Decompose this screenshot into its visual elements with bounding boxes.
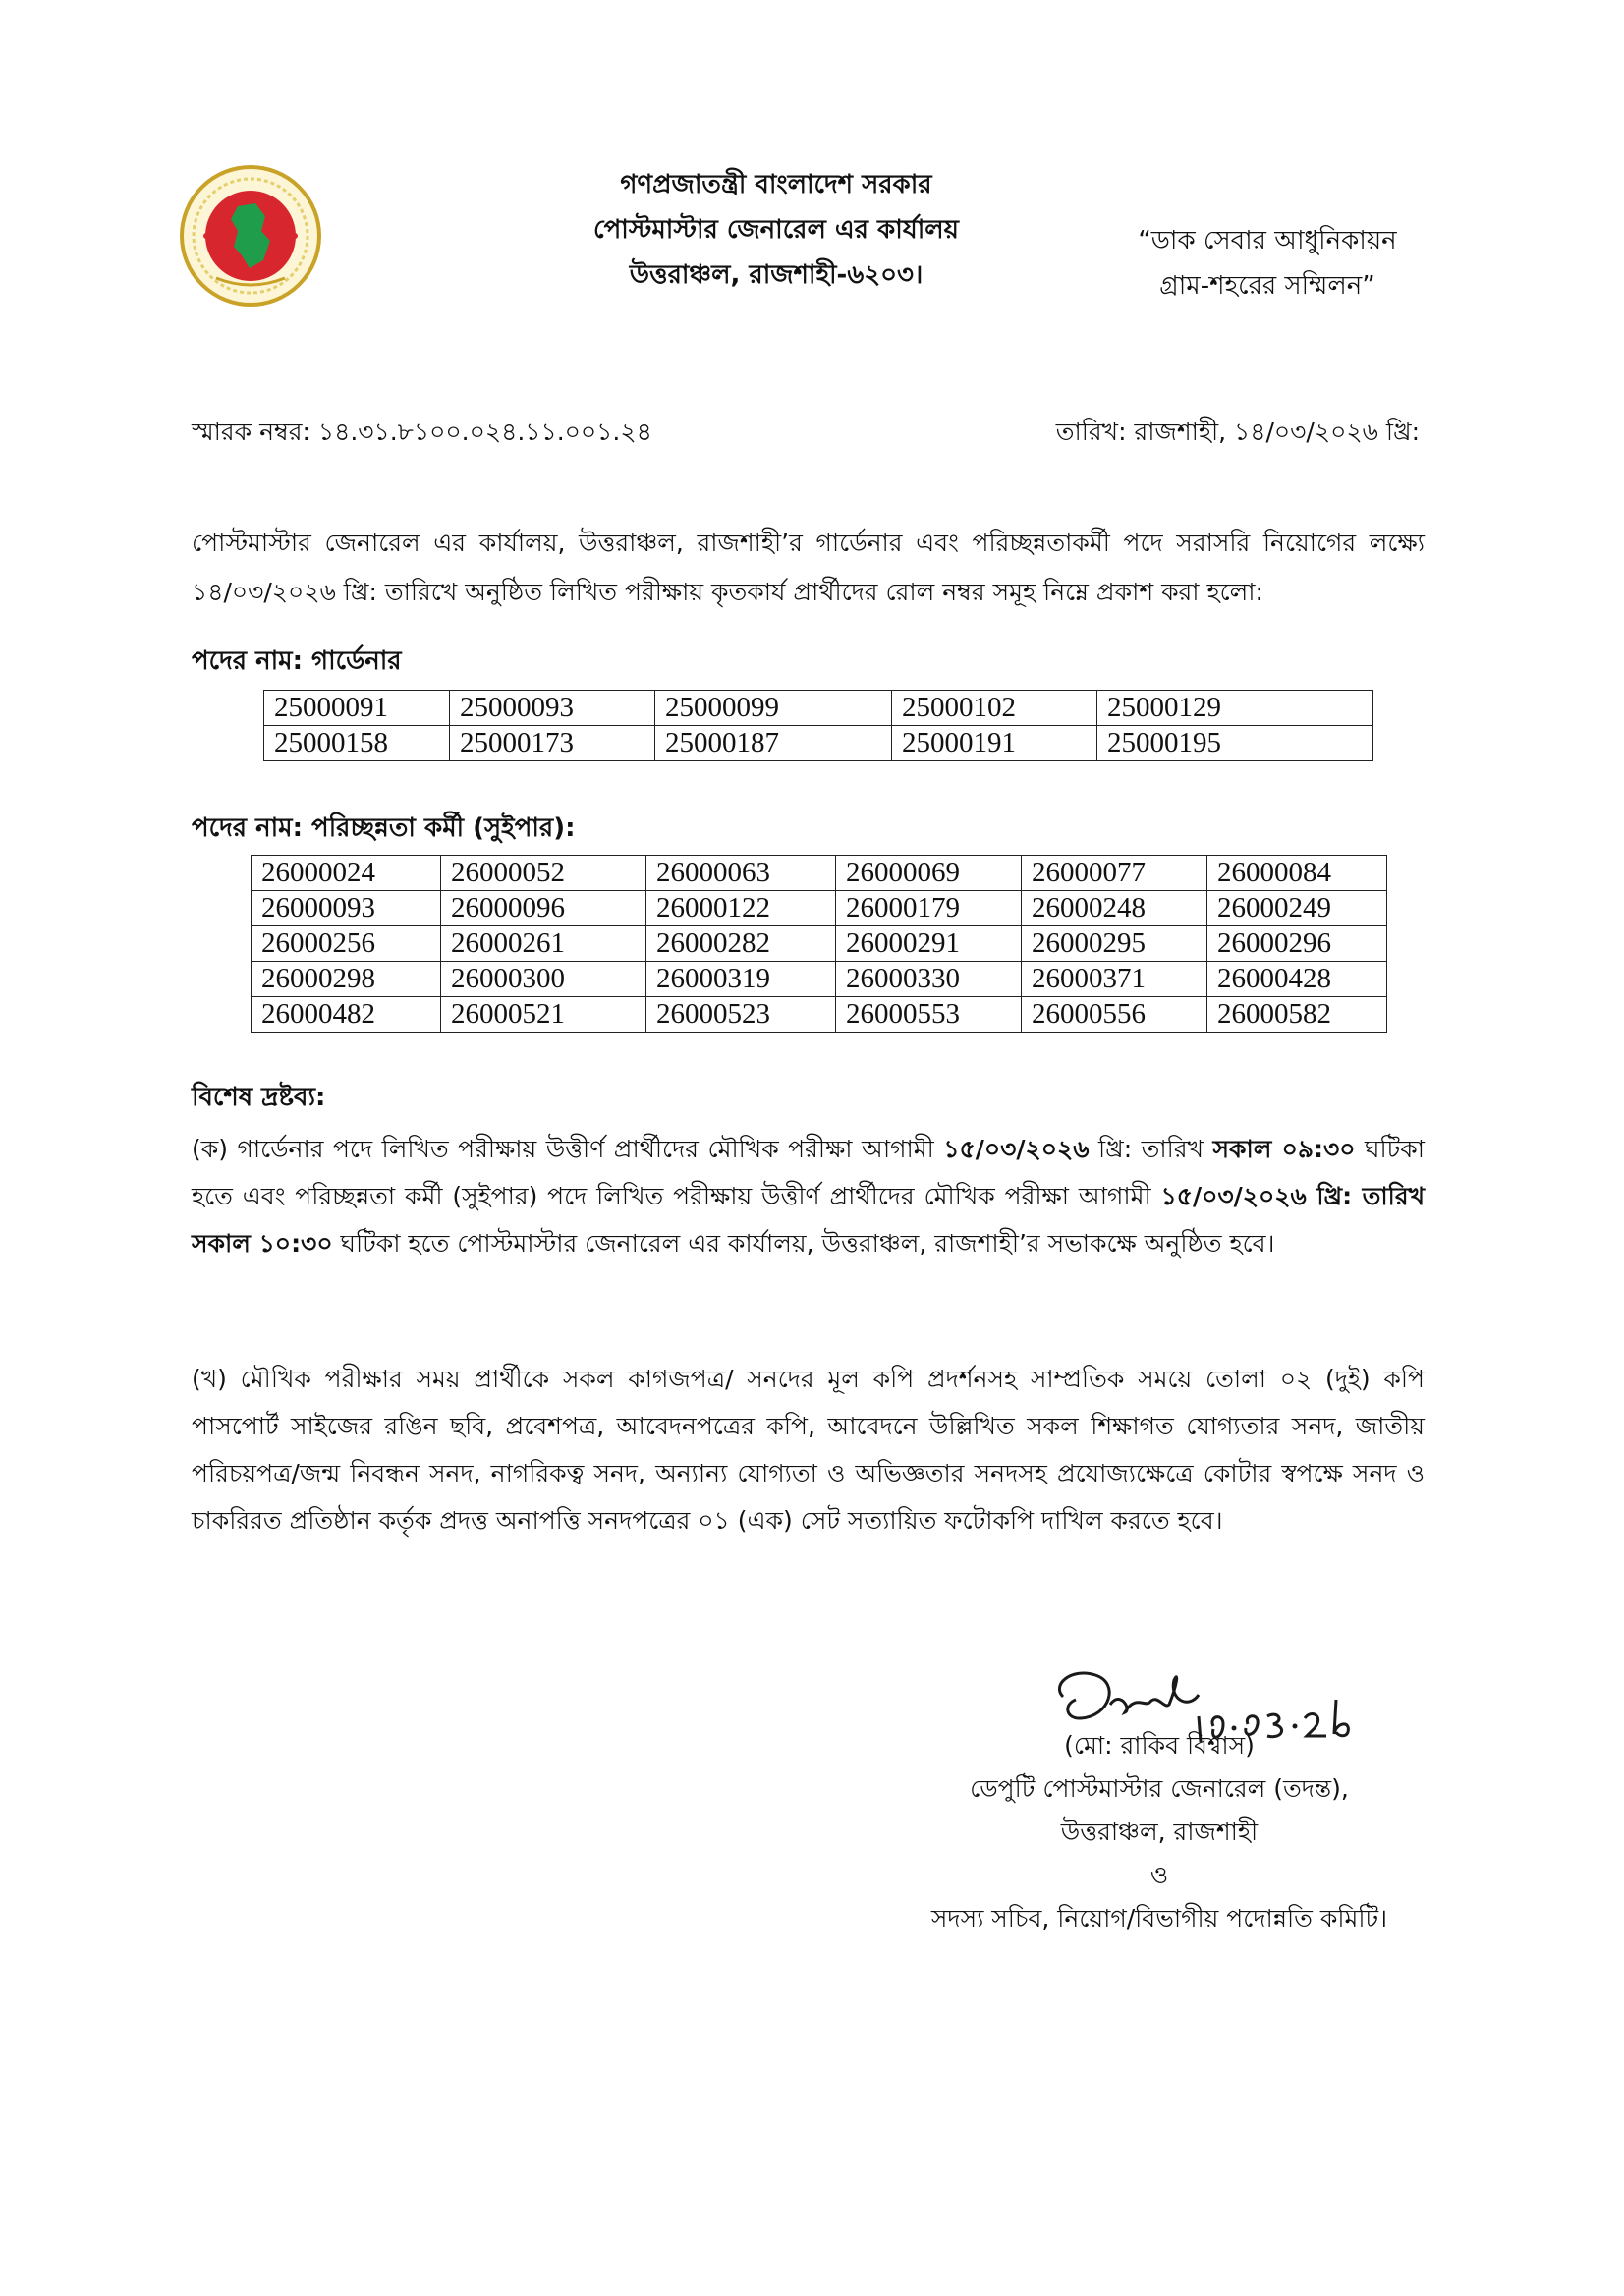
- note-ka: [192, 1126, 1425, 1267]
- memo-date: তারিখ: রাজশাহী, ১৪/০৩/২০২৬ খ্রি:: [1055, 418, 1420, 446]
- sweeper-roll-cell: 26000428: [1207, 962, 1387, 997]
- signatory-office: উত্তরাঞ্চল, রাজশাহী: [1060, 1818, 1259, 1846]
- signatory-conjunction: ও: [1149, 1861, 1169, 1889]
- sweeper-roll-cell: 26000248: [1022, 891, 1207, 926]
- note-ka-time-1: সকাল ০৯:৩০: [1212, 1135, 1356, 1163]
- gardener-roll-cell: 25000191: [892, 726, 1097, 761]
- sweeper-roll-cell: 26000122: [646, 891, 836, 926]
- sweeper-roll-cell: 26000261: [441, 926, 646, 962]
- sweeper-roll-cell: 26000330: [836, 962, 1022, 997]
- sweeper-row: [252, 962, 1387, 997]
- sweeper-row: [252, 926, 1387, 962]
- sweeper-roll-cell: 26000096: [441, 891, 646, 926]
- signatory-name: (মো: রাকিব বিশ্বাস): [1064, 1731, 1255, 1760]
- sweeper-roll-cell: 26000077: [1022, 856, 1207, 891]
- header-office: পোস্টমাস্টার জেনারেল এর কার্যালয়: [593, 215, 959, 245]
- sweeper-roll-cell: 26000291: [836, 926, 1022, 962]
- sweeper-row: [252, 891, 1387, 926]
- gardener-roll-cell: 25000099: [655, 691, 892, 726]
- gardener-row: [264, 726, 1373, 761]
- gardener-section-title: পদের নাম: গার্ডেনার: [192, 646, 402, 676]
- gardener-roll-cell: 25000129: [1097, 691, 1373, 726]
- office-header: [472, 162, 1081, 298]
- sweeper-roll-cell: 26000582: [1207, 997, 1387, 1033]
- note-kha: (খ) মৌখিক পরীক্ষার সময় প্রার্থীকে সকল কাগজপত্র/ সনদের মূল কপি প্রদর্শনসহ সাম্প্রতিক সময়ে তোলা ০২ (দুই) কপি পাসপোর্ট সাইজের রঙিন ছবি, প্রবেশপত্র, আবেদনপত্রের কপি, আবেদনে উল্লিখিত সকল শিক্ষাগত যোগ্যতার সনদ, জাতীয় পরিচয়পত্র/জন্ম নিবন্ধন সনদ, নাগরিকত্ব সনদ, অন্যান্য যোগ্যতা ও অভিজ্ঞতার সনদসহ প্রযোজ্যক্ষেত্রে কোটার স্বপক্ষে সনদ ও চাকরিরত প্রতিষ্ঠান কর্তৃক প্রদত্ত অনাপত্তি সনদপত্রের ০১ (এক) সেট সত্যায়িত ফটোকপি দাখিল করতে হবে।: [192, 1365, 1425, 1535]
- notes-title: বিশেষ দ্রষ্টব্য:: [192, 1083, 326, 1112]
- slogan: [1100, 218, 1434, 308]
- sweeper-roll-cell: 26000300: [441, 962, 646, 997]
- sweeper-roll-cell: 26000069: [836, 856, 1022, 891]
- sweeper-roll-cell: 26000052: [441, 856, 646, 891]
- gardener-roll-cell: 25000195: [1097, 726, 1373, 761]
- gardener-roll-cell: 25000173: [450, 726, 655, 761]
- sweeper-roll-cell: 26000371: [1022, 962, 1207, 997]
- sweeper-section-title: পদের নাম: পরিচ্ছন্নতা কর্মী (সুইপার):: [192, 813, 576, 843]
- memo-number: স্মারক নম্বর: ১৪.৩১.৮১০০.০২৪.১১.০০১.২৪: [192, 418, 652, 446]
- note-ka-text-3: ঘটিকা হতে এবং পরিচ্ছন্নতা কর্মী (সুইপার) পদে লিখিত পরীক্ষায় উত্তীর্ণ প্রার্থীদের মৌখিক পরীক্ষা আগামী: [192, 1135, 1425, 1210]
- sweeper-row: [252, 856, 1387, 891]
- note-ka-text-2: খ্রি: তারিখ: [1089, 1135, 1213, 1163]
- slogan-line-2: গ্রাম-শহরের সম্মিলন”: [1159, 271, 1375, 301]
- sweeper-roll-cell: 26000093: [252, 891, 441, 926]
- sweeper-roll-cell: 26000521: [441, 997, 646, 1033]
- signatory-designation: ডেপুটি পোস্টমাস্টার জেনারেল (তদন্ত),: [970, 1774, 1349, 1803]
- sweeper-roll-cell: 26000482: [252, 997, 441, 1033]
- sweeper-roll-cell: 26000553: [836, 997, 1022, 1033]
- intro-paragraph: পোস্টমাস্টার জেনারেল এর কার্যালয়, উত্তরাঞ্চল, রাজশাহী’র গার্ডেনার এবং পরিচ্ছন্নতাকর্মী পদে সরাসরি নিয়োগের লক্ষ্যে ১৪/০৩/২০২৬ খ্রি: তারিখে অনুষ্ঠিত লিখিত পরীক্ষায় কৃতকার্য প্রার্থীদের রোল নম্বর সমূহ নিম্নে প্রকাশ করা হলো:: [192, 529, 1425, 606]
- gardener-roll-cell: 25000091: [264, 691, 450, 726]
- sweeper-roll-table: [251, 855, 1387, 1033]
- note-ka-text-4: ঘটিকা হতে পোস্টমাস্টার জেনারেল এর কার্যালয়, উত্তরাঞ্চল, রাজশাহী’র সভাকক্ষে অনুষ্ঠিত হবে।: [332, 1229, 1275, 1258]
- gardener-roll-table: [263, 690, 1373, 761]
- gardener-row: [264, 691, 1373, 726]
- note-ka-date-1: ১৫/০৩/২০২৬: [943, 1135, 1090, 1163]
- sweeper-roll-cell: 26000249: [1207, 891, 1387, 926]
- sweeper-roll-cell: 26000063: [646, 856, 836, 891]
- sweeper-roll-cell: 26000179: [836, 891, 1022, 926]
- sweeper-row: [252, 997, 1387, 1033]
- sweeper-roll-cell: 26000296: [1207, 926, 1387, 962]
- gardener-roll-cell: 25000102: [892, 691, 1097, 726]
- slogan-line-1: “ডাক সেবার আধুনিকায়ন: [1138, 226, 1397, 255]
- sweeper-roll-cell: 26000282: [646, 926, 836, 962]
- sweeper-roll-cell: 26000256: [252, 926, 441, 962]
- gardener-roll-cell: 25000093: [450, 691, 655, 726]
- sweeper-roll-cell: 26000523: [646, 997, 836, 1033]
- signatory-second-role: সদস্য সচিব, নিয়োগ/বিভাগীয় পদোন্নতি কমিটি।: [930, 1904, 1388, 1932]
- government-emblem-icon: [177, 162, 324, 309]
- sweeper-roll-cell: 26000298: [252, 962, 441, 997]
- header-government: গণপ্রজাতন্ত্রী বাংলাদেশ সরকার: [620, 170, 932, 199]
- sweeper-roll-cell: 26000556: [1022, 997, 1207, 1033]
- sweeper-roll-cell: 26000024: [252, 856, 441, 891]
- signature-block: [865, 1724, 1454, 1940]
- header-address: উত্তরাঞ্চল, রাজশাহী-৬২০৩।: [629, 260, 924, 290]
- note-ka-text-1: (ক) গার্ডেনার পদে লিখিত পরীক্ষায় উত্তীর্ণ প্রার্থীদের মৌখিক পরীক্ষা আগামী: [192, 1135, 944, 1163]
- sweeper-roll-cell: 26000295: [1022, 926, 1207, 962]
- gardener-roll-cell: 25000187: [655, 726, 892, 761]
- sweeper-roll-cell: 26000319: [646, 962, 836, 997]
- note-ka-datetime-2: ১৫/০৩/২০২৬ খ্রি: তারিখ সকাল ১০:৩০: [192, 1182, 1426, 1258]
- gardener-roll-cell: 25000158: [264, 726, 450, 761]
- sweeper-roll-cell: 26000084: [1207, 856, 1387, 891]
